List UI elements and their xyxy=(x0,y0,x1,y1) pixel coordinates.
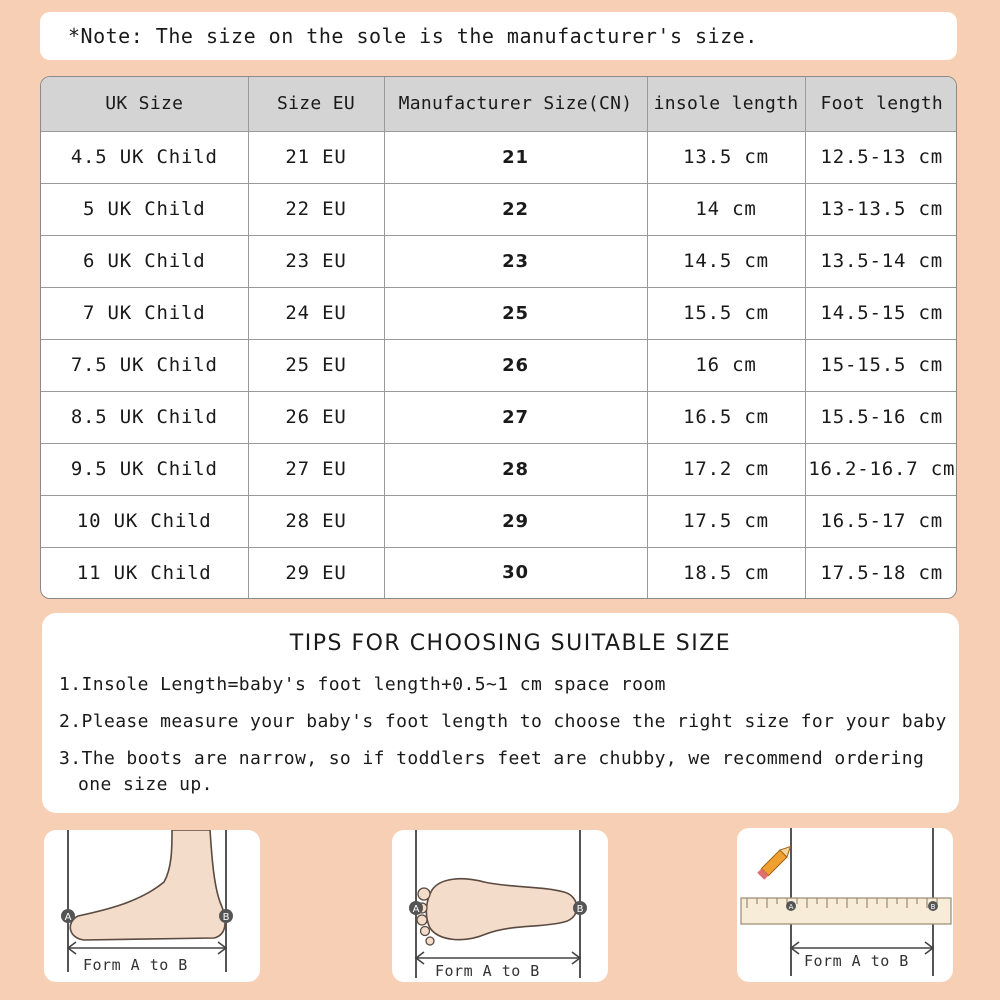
table-header-row xyxy=(41,77,957,131)
diagram-caption: Form A to B xyxy=(80,956,191,974)
table-row xyxy=(41,443,957,495)
tips-title: TIPS FOR CHOOSING SUITABLE SIZE xyxy=(289,631,732,656)
tip-text: The boots are narrow, so if toddlers feet are chubby, we recommend ordering xyxy=(81,748,925,769)
size-chart-table xyxy=(40,76,957,599)
ruler-measure-card xyxy=(737,828,953,982)
table-row xyxy=(41,495,957,547)
foot-top-icon xyxy=(392,830,608,982)
cell-manufacturer-size: 27 xyxy=(384,391,647,443)
cell-uk-size: 7 UK Child xyxy=(41,287,248,339)
tip-number: 3. xyxy=(59,748,82,769)
cell-insole-length: 16 cm xyxy=(647,339,805,391)
cell-uk-size: 10 UK Child xyxy=(41,495,248,547)
header-foot-length: Foot length xyxy=(805,77,957,131)
table-row xyxy=(41,391,957,443)
cell-foot-length: 15.5-16 cm xyxy=(805,391,957,443)
diagram-caption: Form A to B xyxy=(432,962,543,980)
cell-insole-length: 18.5 cm xyxy=(647,547,805,598)
cell-foot-length: 13.5-14 cm xyxy=(805,235,957,287)
table-row xyxy=(41,339,957,391)
cell-uk-size: 6 UK Child xyxy=(41,235,248,287)
tips-panel xyxy=(42,613,959,813)
cell-uk-size: 4.5 UK Child xyxy=(41,131,248,183)
tip-item xyxy=(42,672,959,698)
cell-manufacturer-size: 28 xyxy=(384,443,647,495)
tip-number: 1. xyxy=(59,674,82,695)
diagram-caption: Form A to B xyxy=(801,952,912,970)
header-insole-length: insole length xyxy=(647,77,805,131)
point-a-label: A xyxy=(412,904,420,915)
cell-manufacturer-size: 30 xyxy=(384,547,647,598)
point-a-label: A xyxy=(64,912,72,923)
cell-manufacturer-size: 21 xyxy=(384,131,647,183)
cell-manufacturer-size: 29 xyxy=(384,495,647,547)
tips-list xyxy=(42,672,959,798)
foot-top-measure-card xyxy=(392,830,608,982)
tip-text: Insole Length=baby's foot length+0.5~1 cm space room xyxy=(81,674,666,695)
point-a-label: A xyxy=(788,903,794,911)
cell-size-eu: 23 EU xyxy=(248,235,384,287)
cell-insole-length: 13.5 cm xyxy=(647,131,805,183)
cell-insole-length: 14 cm xyxy=(647,183,805,235)
cell-uk-size: 9.5 UK Child xyxy=(41,443,248,495)
tip-item xyxy=(42,746,959,798)
cell-foot-length: 16.2-16.7 cm xyxy=(805,443,957,495)
cell-manufacturer-size: 26 xyxy=(384,339,647,391)
cell-uk-size: 11 UK Child xyxy=(41,547,248,598)
cell-size-eu: 22 EU xyxy=(248,183,384,235)
cell-size-eu: 29 EU xyxy=(248,547,384,598)
cell-size-eu: 26 EU xyxy=(248,391,384,443)
table-row xyxy=(41,235,957,287)
table-row xyxy=(41,183,957,235)
cell-uk-size: 8.5 UK Child xyxy=(41,391,248,443)
tip-number: 2. xyxy=(59,711,82,732)
cell-size-eu: 21 EU xyxy=(248,131,384,183)
cell-insole-length: 17.5 cm xyxy=(647,495,805,547)
cell-foot-length: 17.5-18 cm xyxy=(805,547,957,598)
cell-size-eu: 24 EU xyxy=(248,287,384,339)
tip-text-continued: one size up. xyxy=(78,774,213,795)
cell-insole-length: 16.5 cm xyxy=(647,391,805,443)
cell-foot-length: 12.5-13 cm xyxy=(805,131,957,183)
cell-insole-length: 15.5 cm xyxy=(647,287,805,339)
table-row xyxy=(41,287,957,339)
cell-size-eu: 25 EU xyxy=(248,339,384,391)
point-b-label: B xyxy=(930,903,936,911)
cell-size-eu: 28 EU xyxy=(248,495,384,547)
cell-manufacturer-size: 25 xyxy=(384,287,647,339)
size-note: *Note: The size on the sole is the manufacturer's size. xyxy=(40,12,957,60)
cell-manufacturer-size: 22 xyxy=(384,183,647,235)
header-size-eu: Size EU xyxy=(248,77,384,131)
cell-foot-length: 13-13.5 cm xyxy=(805,183,957,235)
tip-item xyxy=(42,709,959,735)
header-manufacturer-size: Manufacturer Size(CN) xyxy=(384,77,647,131)
cell-size-eu: 27 EU xyxy=(248,443,384,495)
header-uk-size: UK Size xyxy=(41,77,248,131)
cell-insole-length: 14.5 cm xyxy=(647,235,805,287)
table-row xyxy=(41,131,957,183)
cell-foot-length: 14.5-15 cm xyxy=(805,287,957,339)
table-row xyxy=(41,547,957,598)
point-b-label: B xyxy=(222,912,230,923)
cell-uk-size: 7.5 UK Child xyxy=(41,339,248,391)
cell-manufacturer-size: 23 xyxy=(384,235,647,287)
cell-foot-length: 16.5-17 cm xyxy=(805,495,957,547)
point-b-label: B xyxy=(576,904,584,915)
foot-side-measure-card xyxy=(44,830,260,982)
cell-uk-size: 5 UK Child xyxy=(41,183,248,235)
cell-insole-length: 17.2 cm xyxy=(647,443,805,495)
cell-foot-length: 15-15.5 cm xyxy=(805,339,957,391)
tip-text: Please measure your baby's foot length to choose the right size for your baby xyxy=(81,711,947,732)
